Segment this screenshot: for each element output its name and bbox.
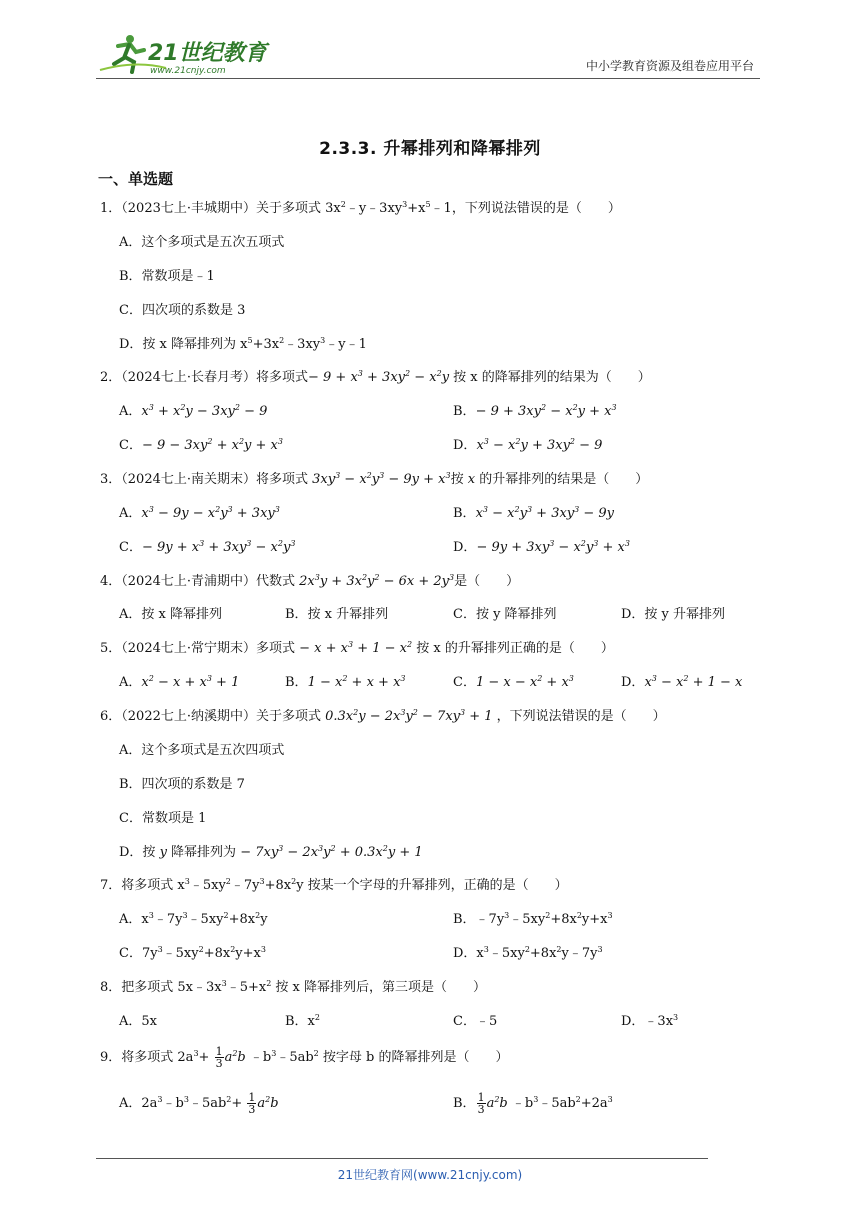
question-2-option-d[interactable]: D．$x^3 - x^2y + 3xy^2 - 9$: [453, 437, 603, 453]
question-1-option-b[interactable]: B．常数项是﹣1: [119, 269, 215, 284]
svg-text:www.21cnjy.com: www.21cnjy.com: [150, 66, 226, 76]
question-8-option-d[interactable]: D．$﹣3x^3$: [621, 1013, 679, 1029]
question-1-option-a[interactable]: A．这个多项式是五次五项式: [119, 235, 285, 250]
question-8-option-a[interactable]: A．5x: [119, 1014, 157, 1029]
question-6-stem: 6．（2022七上·纳溪期中）关于多项式 $0.3x^2y - 2x^3y^2 - 7xy^3 + 1$ ，下列说法错误的是（ ）: [100, 708, 666, 724]
question-5-option-a[interactable]: A．$x^2 - x + x^3 + 1$: [119, 674, 240, 690]
question-4-option-a[interactable]: A．按 x 降幂排列: [119, 607, 222, 622]
question-6-option-d[interactable]: D．按 y 降幂排列为 − $7xy^3 - 2x^3y^2 + 0.3x^2y + 1$: [119, 844, 423, 860]
question-9-stem: 9．将多项式 $2a^3+$ $\frac{1}{3}$ $a^2b$ $﹣b^3﹣5ab^2$ 按字母 b 的降幂排列是（ ）: [100, 1045, 509, 1070]
question-1-stem: 1．（2023七上·丰城期中）关于多项式 $3x^2﹣y﹣3xy^3+x^5﹣1$，下列说法错误的是（ ）: [100, 200, 621, 216]
question-1-option-c[interactable]: C．四次项的系数是 3: [119, 303, 246, 318]
logo-21cnjy: [96, 30, 296, 76]
question-3-option-d[interactable]: D．− $9y + 3xy^3 - x^2y^3 + x^3$: [453, 539, 630, 555]
question-7-option-a[interactable]: A．$x^3﹣7y^3﹣5xy^2+8x^2y$: [119, 911, 268, 927]
platform-label: 中小学教育资源及组卷应用平台: [585, 59, 754, 73]
question-3-option-a[interactable]: A．$x^3 - 9y - x^2y^3 + 3xy^3$: [119, 505, 280, 521]
question-8-stem: 8．把多项式 $5x﹣3x^3﹣5+x^2$ 按 x 降幂排列后，第三项是（ ）: [100, 979, 487, 995]
question-3-option-b[interactable]: B．$x^3 - x^2y^3 + 3xy^3 - 9y$: [453, 505, 615, 521]
question-2-option-b[interactable]: B．− $9 + 3xy^2 - x^2y + x^3$: [453, 403, 617, 419]
question-9-option-b[interactable]: B． $\frac{1}{3}$ $a^2b$ $﹣b^3﹣5ab^2+2a^3$: [453, 1091, 613, 1116]
question-3-stem: 3．（2024七上·南关期末）将多项式 $3xy^3 - x^2y^3 - 9y + x^3$按 x 的升幂排列的结果是（ ）: [100, 471, 649, 487]
question-8-option-c[interactable]: C．﹣5: [453, 1014, 498, 1029]
question-5-option-c[interactable]: C．$1 - x - x^2 + x^3$: [453, 674, 574, 690]
question-4-stem: 4．（2024七上·青浦期中）代数式 $2x^3y + 3x^2y^2 - 6x + 2y^3$是（ ）: [100, 573, 520, 589]
question-7-option-c[interactable]: C．$7y^3﹣5xy^2+8x^2y+x^3$: [119, 945, 266, 961]
question-6-option-a[interactable]: A．这个多项式是五次四项式: [119, 743, 285, 758]
question-4-option-b[interactable]: B．按 x 升幂排列: [285, 607, 389, 622]
svg-text:21世纪教育: 21世纪教育: [148, 41, 267, 66]
page-title: 2.3.3. 升幂排列和降幂排列: [319, 139, 541, 159]
footer-rule: [96, 1158, 708, 1159]
question-5-option-d[interactable]: D．$x^3 - x^2 + 1 - x$: [621, 674, 743, 690]
question-4-option-d[interactable]: D．按 y 升幂排列: [621, 607, 726, 622]
question-6-option-b[interactable]: B．四次项的系数是 7: [119, 777, 245, 792]
question-5-option-b[interactable]: B．$1 - x^2 + x + x^3$: [285, 674, 406, 690]
question-4-option-c[interactable]: C．按 y 降幂排列: [453, 607, 557, 622]
question-6-option-c[interactable]: C．常数项是 1: [119, 811, 207, 826]
page-header: [96, 30, 760, 79]
question-2-option-a[interactable]: A．$x^3 + x^2y - 3xy^2 - 9$: [119, 403, 268, 419]
question-1-option-d[interactable]: D．按 x 降幂排列为 $x^5+3x^2﹣3xy^3﹣y﹣1$: [119, 336, 367, 352]
footer-link[interactable]: 21世纪教育网(www.21cnjy.com): [337, 1168, 523, 1182]
question-7-stem: 7．将多项式 $x^3﹣5xy^2﹣7y^3+8x^2y$ 按某一个字母的升幂排列，正确的是（ ）: [100, 877, 568, 893]
question-3-option-c[interactable]: C．− $9y + x^3 + 3xy^3 - x^2y^3$: [119, 539, 296, 555]
question-7-option-d[interactable]: D．$x^3﹣5xy^2+8x^2y﹣7y^3$: [453, 945, 603, 961]
question-9-option-a[interactable]: A．$2a^3﹣b^3﹣5ab^2+$ $\frac{1}{3}$ $a^2b$: [119, 1091, 279, 1116]
question-2-option-c[interactable]: C．− $9 - 3xy^2 + x^2y + x^3$: [119, 437, 283, 453]
question-7-option-b[interactable]: B．$﹣7y^3﹣5xy^2+8x^2y+x^3$: [453, 911, 613, 927]
section-heading: 一、单选题: [98, 170, 174, 188]
question-5-stem: 5．（2024七上·常宁期末）多项式 − $x + x^3 + 1 - x^2$ 按 x 的升幂排列正确的是（ ）: [100, 640, 614, 656]
question-8-option-b[interactable]: B．$x^2$: [285, 1013, 320, 1029]
question-2-stem: 2．（2024七上·长春月考）将多项式− $9 + x^3 + 3xy^2 - x^2y$ 按 x 的降幂排列的结果为（ ）: [100, 369, 651, 385]
